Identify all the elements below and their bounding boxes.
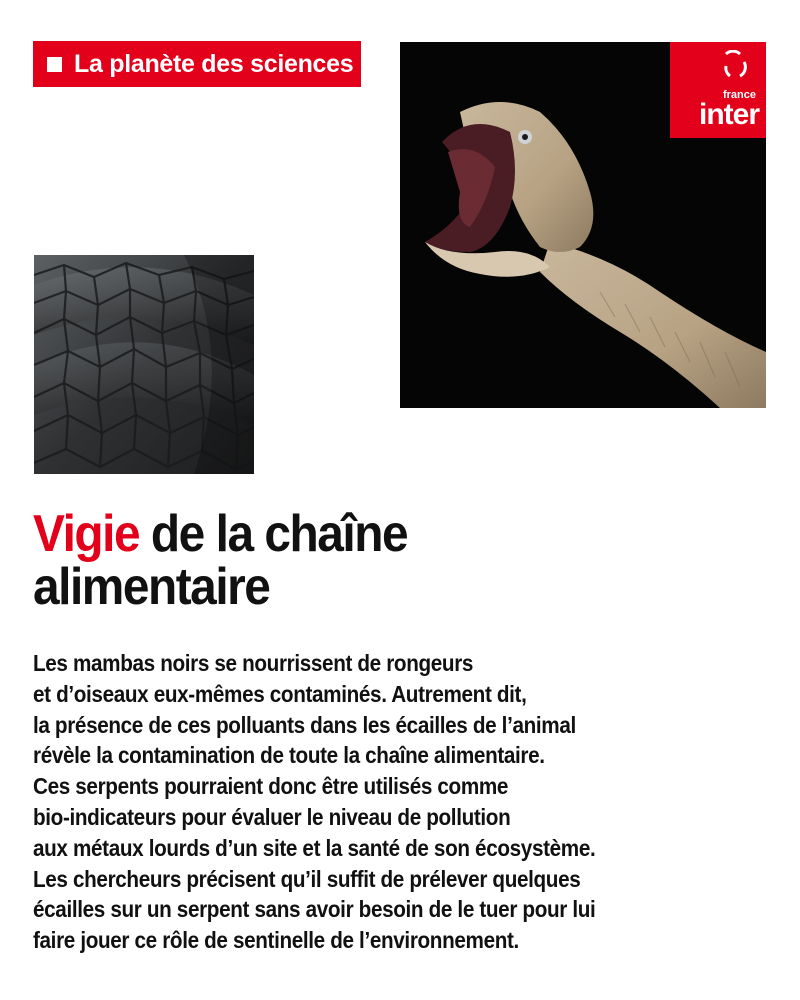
headline-accent: Vigie xyxy=(33,505,140,563)
body-line: Les chercheurs précisent qu’il suffit de prélever quelques xyxy=(33,865,581,892)
snake-scales-photo xyxy=(34,255,254,474)
headline-line2: alimentaire xyxy=(33,558,270,616)
black-mamba-photo xyxy=(400,42,766,408)
body-line: faire jouer ce rôle de sentinelle de l’environnement. xyxy=(33,927,519,954)
body-line: la présence de ces polluants dans les écailles de l’animal xyxy=(33,711,576,738)
france-inter-logo xyxy=(670,42,766,138)
body-paragraph xyxy=(33,648,717,956)
radio-waves-icon xyxy=(720,50,750,80)
section-label: La planète des sciences xyxy=(74,49,354,78)
headline-line1-rest: de la chaîne xyxy=(139,505,408,563)
body-line: et d’oiseaux eux-mêmes contaminés. Autrement dit, xyxy=(33,680,527,707)
body-line: aux métaux lourds d’un site et la santé de son écosystème. xyxy=(33,834,596,861)
square-bullet-icon xyxy=(47,57,62,72)
section-badge xyxy=(33,41,361,87)
body-line: Ces serpents pourraient donc être utilisés comme xyxy=(33,773,509,800)
body-line: bio-indicateurs pour évaluer le niveau de pollution xyxy=(33,803,511,830)
logo-small-text: france xyxy=(722,89,756,101)
body-line: Les mambas noirs se nourrissent de rongeurs xyxy=(33,650,474,676)
body-line: révèle la contamination de toute la chaîne alimentaire. xyxy=(33,742,545,769)
headline xyxy=(33,505,714,616)
logo-big-text: inter xyxy=(698,98,759,131)
body-line: écailles sur un serpent sans avoir besoin de le tuer pour lui xyxy=(33,896,596,923)
